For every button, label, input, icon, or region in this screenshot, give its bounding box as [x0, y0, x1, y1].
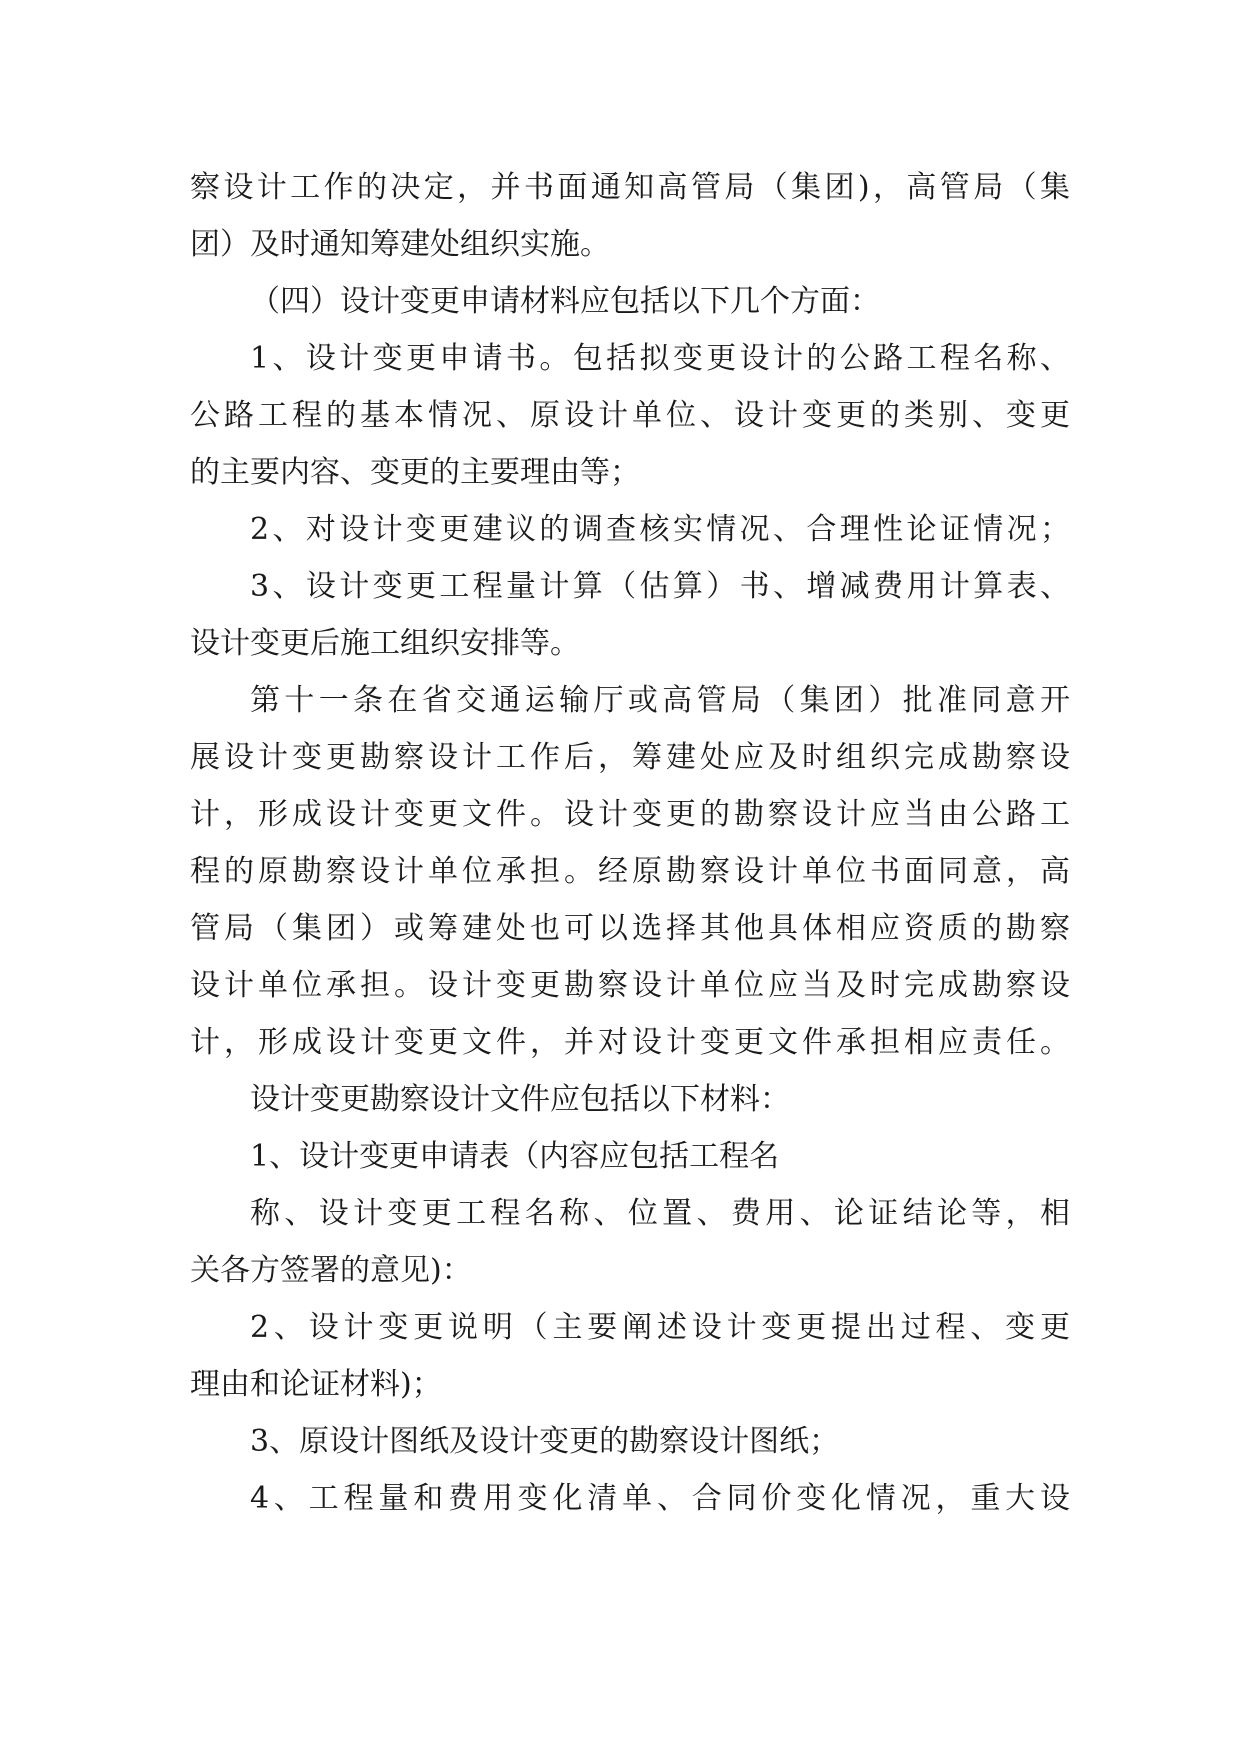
text-line: 1、设计变更申请书。包括拟变更设计的公路工程名称、 [250, 341, 1070, 376]
text-line: 1、设计变更申请表（内容应包括工程名 [250, 1139, 780, 1174]
text-line: 2、对设计变更建议的调查核实情况、合理性论证情况； [250, 512, 1070, 547]
text-line: 设计变更勘察设计文件应包括以下材料： [250, 1082, 790, 1117]
text-line: 设计单位承担。设计变更勘察设计单位应当及时完成勘察设 [190, 968, 1070, 1003]
text-line: 3、设计变更工程量计算（估算）书、增减费用计算表、 [250, 569, 1070, 604]
text-line: 察设计工作的决定，并书面通知高管局（集团)，高管局（集 [190, 170, 1070, 205]
text-line: 2、设计变更说明（主要阐述设计变更提出过程、变更 [250, 1310, 1070, 1345]
text-line: 展设计变更勘察设计工作后，筹建处应及时组织完成勘察设 [190, 740, 1070, 775]
text-line: 设计变更后施工组织安排等。 [190, 626, 580, 661]
text-line: 计，形成设计变更文件，并对设计变更文件承担相应责任。 [190, 1025, 1070, 1060]
text-line: 计，形成设计变更文件。设计变更的勘察设计应当由公路工 [190, 797, 1070, 832]
text-line: 3、原设计图纸及设计变更的勘察设计图纸； [250, 1424, 840, 1459]
text-line: 管局（集团）或筹建处也可以选择其他具体相应资质的勘察 [190, 911, 1070, 946]
text-line: 公路工程的基本情况、原设计单位、设计变更的类别、变更 [190, 398, 1070, 433]
text-line: 理由和论证材料)； [190, 1367, 442, 1402]
text-line: 的主要内容、变更的主要理由等； [190, 455, 640, 490]
text-line: 第十一条在省交通运输厅或高管局（集团）批准同意开 [250, 683, 1070, 718]
text-line: 4、工程量和费用变化清单、合同价变化情况，重大设 [250, 1481, 1070, 1516]
text-line: （四）设计变更申请材料应包括以下几个方面： [250, 284, 880, 319]
text-line: 团）及时通知筹建处组织实施。 [190, 227, 610, 262]
text-line: 程的原勘察设计单位承担。经原勘察设计单位书面同意，高 [190, 854, 1070, 889]
text-line: 称、设计变更工程名称、位置、费用、论证结论等，相 [250, 1196, 1070, 1231]
text-line: 关各方签署的意见)： [190, 1253, 472, 1288]
